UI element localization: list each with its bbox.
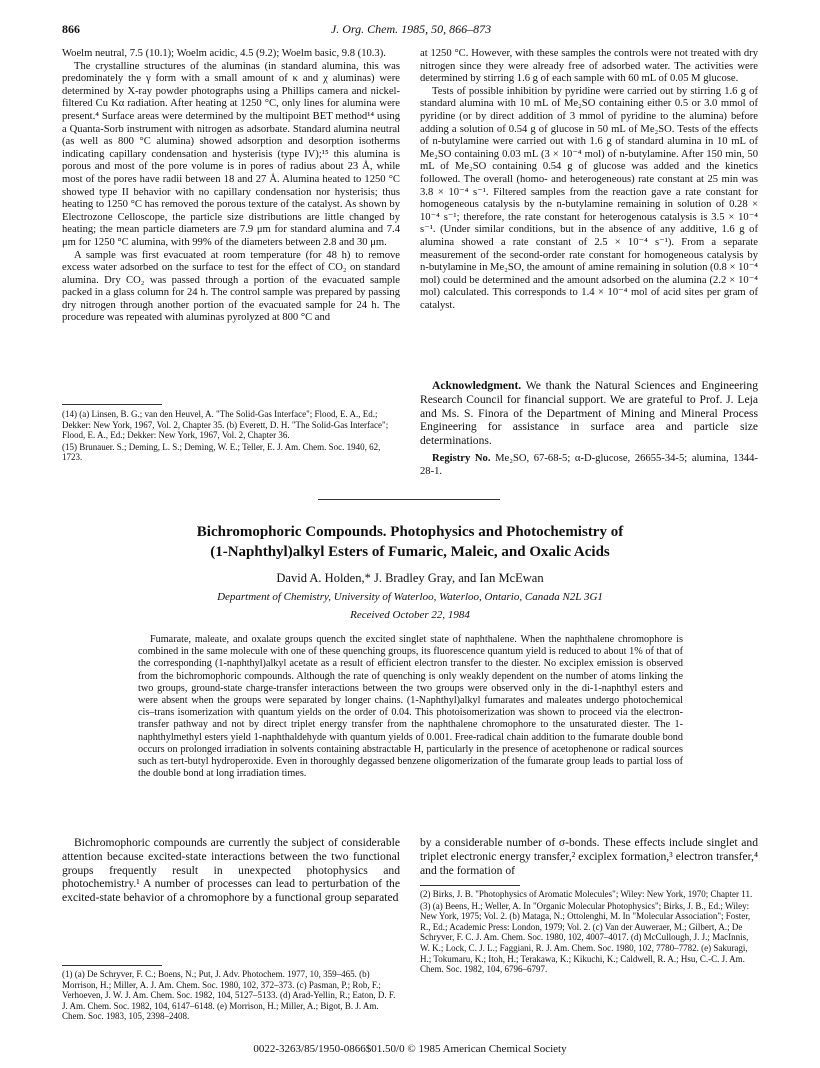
bottom-left-footnotes	[62, 969, 400, 1023]
copyright-footer: 0022-3263/85/1950-0866$01.50/0 © 1985 American Chemical Society	[253, 1043, 567, 1055]
paragraph: Tests of possible inhibition by pyridine were carried out by stirring 1.6 g of standard alumina with 10 mL of Me₂SO containing either 0.5 or 3.0 mmol of pyridine (or by direct addition of 3 mmol of pyridine to the alumina) before adding a solution of 0.54 g of glucose in 50 mL of Me₂SO. Tests of the effects of n-butylamine were carried out with 1.6 g of standard alumina in 10 mL of Me₂SO containing 0.03 mL (3 × 10⁻⁴ mol) of n-butylamine. After 150 min, 50 mL of Me₂SO containing 0.54 g of glucose was added and the kinetics followed. The overall (homo- and heterogeneous) rate constant at 25 min was 3.8 × 10⁻⁴ s⁻¹. Filtered samples from the reaction gave a rate constant for homogeneous catalysis by the n-butylamine remaining in solution of 0.28 × 10⁻⁴ s⁻¹; therefore, the rate constant for heterogenous catalysis is 3.5 × 10⁻⁴ s⁻¹. (Under similar conditions, but in the absence of any additive, 1.6 g of alumina showed a rate constant of 2.5 × 10⁻⁴ s⁻¹). From a separate measurement of the second-order rate constant for homogeneous catalysis by n-butylamine in Me₂SO, the amount of amine remaining in solution (0.8 × 10⁻⁴ mol) could be determined and the amount adsorbed on the alumina (2.2 × 10⁻⁴ mol) calculated. This corresponds to 1.4 × 10⁻⁴ mol of acid sites per gram of catalyst.	[420, 85, 758, 311]
footnote-rule	[62, 404, 162, 405]
paragraph: by a considerable number of σ-bonds. These effects include singlet and triplet electronic energy transfer,² exciplex formation,³ electron transfer,⁴ and the formation of	[420, 836, 758, 877]
footnote-rule	[420, 885, 520, 886]
footnote-rule	[62, 965, 162, 966]
article-separator	[318, 499, 500, 500]
footnote: (1) (a) De Schryver, F. C.; Boens, N.; Put, J. Adv. Photochem. 1977, 10, 359–465. (b) Morrison, H.; Miller, A. J. Am. Chem. Soc. 1980, 102, 372–373. (c) Pasman, P.; Rob, F.; Verhoeven, J. W. J. Am. Chem. Soc. 1982, 104, 5127–5133. (d) Arad-Yellin, R.; Eaton, D. F. J. Am. Chem. Soc. 1982, 104, 6147–6148. (e) Morrison, H.; Miller, A.; Bigot, B. J. Am. Chem. Soc. 1983, 105, 2398–2408.	[62, 969, 396, 1022]
abstract: Fumarate, maleate, and oxalate groups quench the excited singlet state of naphthalene. When the naphthalene chromophore is combined in the same molecule with one of these quenching groups, its fluorescence quantum yield is reduced to about 1% of that of the corresponding (1-naphthyl)alkyl acetate as a result of efficient electron transfer to the diester. No exciplex emission is observed from the bichromophoric compounds. Although the rate of quenching is only weakly dependent on the number of atoms linking the two groups, ground-state charge-transfer interactions between the two groups were observed only in the di-1-naphthyl esters and were absent when the groups were separated by longer chains. (1-Naphthyl)alkyl fumarates and maleates undergo photochemical cis–trans isomerization with quantum yields on the order of 0.04. This photoisomerization was shown to proceed via the electron-transfer pathway and not by direct triplet energy transfer from the naphthalene chromophore to the unsaturated diester. The 1-naphthylmethyl esters yield 1-naphthaldehyde with quantum yields of 0.001. Free-radical chain addition to the fumarate double bond occurs on prolonged irradiation in solvents containing abstractable H, particularly in the presence of acetophenone or radical sources such as tert-butyl hydroperoxide. Even in thoroughly degassed benzene oligomerization of the fumarate group leads to partial loss of the double bond at long irradiation times.	[138, 634, 683, 780]
top-right-column	[420, 48, 758, 312]
paragraph: Woelm neutral, 7.5 (10.1); Woelm acidic, 4.5 (9.2); Woelm basic, 9.8 (10.3).	[62, 48, 386, 59]
bottom-right-column	[420, 836, 758, 877]
paragraph: The crystalline structures of the aluminas (in standard alumina, this was predominately the γ form with a small amount of κ and χ aluminas) were determined by X-ray powder photographs using a Phillips camera and nickel-filtered Cu Kα radiation. After heating at 1250 °C, only lines for alumina were present.⁴ Surface areas were determined by the multipoint BET method¹⁴ using a Quanta-Sorb instrument with nitrogen as adsorbate. Standard alumina neutral (as well as 800 °C alumina) showed adsorption and desorption isotherms indicating capillary condensation and hysterisis (type IV);¹⁵ this alumina is porous and most of the pore volume is in pores of radius about 23 Å, while most of the pores have radii between 18 and 27 Å. Alumina heated to 1250 °C showed type II behavior with no capillary condensation nor hysterisis; thus heating to 1250 °C has removed the porous texture of the catalyst. As shown by Electrozone Celloscope, the particle size distributions are little changed by heating; the mean particle diameters are 7.9 μm for standard alumina and 7.4 μm for 1250 °C alumina, with 99% of the diameters between 2.8 and 30 μm.	[62, 60, 400, 248]
top-left-column	[62, 48, 400, 325]
acknowledgment-text: We thank the Natural Sciences and Engineering Research Council for financial support. We are grateful to Prof. J. Leja and Ms. S. Finora of the Department of Mining and Mineral Process Engineering for assistance in surface area and particle size determinations.	[420, 379, 758, 448]
running-header	[62, 22, 760, 38]
paragraph: at 1250 °C. However, with these samples the controls were not treated with dry nitrogen since they were already free of adsorbed water. The activities were determined by stirring 1.6 g of each sample with 60 mL of 0.05 M glucose.	[420, 48, 758, 85]
page-number: 866	[62, 22, 80, 36]
received-date: Received October 22, 1984	[350, 609, 470, 621]
journal-citation: J. Org. Chem. 1985, 50, 866–873	[330, 22, 492, 36]
footnote: (2) Birks, J. B. "Photophysics of Aromatic Molecules"; Wiley: New York, 1970; Chapter 11.	[420, 889, 753, 899]
footnote: (3) (a) Beens, H.; Weller, A. In "Organic Molecular Photophysics"; Birks, J. B., Ed.; Wiley: New York, 1975; Vol. 2. (b) Mataga, N.; Ottolenghi, M. In "Molecular Association"; Foster, R., Ed.; Academic Press: London, 1979; Vol. 2. (c) Van der Auweraer, M.; Gilbert, A.; De Schryver, F. C. J. Am. Chem. Soc. 1980, 102, 4007–4017. (d) McCullough, J. J.; MacInnis, W. K.; Lock, C. J. L.; Faggiani, R. J. Am. Chem. Soc. 1980, 102, 7780–7782. (e) Sakuragi, H.; Tokumaru, K.; Itoh, H.; Terakawa, K.; Kikuchi, K.; Caldwell, R. A.; Hsu, C.-C. J. Am. Chem. Soc. 1982, 104, 6796–6797.	[420, 900, 751, 975]
top-left-footnotes	[62, 409, 400, 464]
registry-heading: Registry No.	[432, 453, 491, 464]
affiliation: Department of Chemistry, University of Waterloo, Waterloo, Ontario, Canada N2L 3G1	[217, 591, 603, 603]
bottom-right-footnotes	[420, 889, 758, 976]
title-line: (1-Naphthyl)alkyl Esters of Fumaric, Maleic, and Oxalic Acids	[210, 544, 610, 560]
article-title	[60, 522, 760, 562]
acknowledgment	[420, 379, 758, 448]
bottom-left-column	[62, 836, 400, 905]
footnote: (14) (a) Linsen, B. G.; van den Heuvel, A. "The Solid-Gas Interface"; Flood, E. A., Ed.; Dekker: New York, 1967, Vol. 2, Chapter 35. (b) Everett, D. H. "The Solid-Gas Interface"; Flood, E. A., Ed.; Dekker: New York, 1967, Vol. 2, Chapter 36.	[62, 409, 389, 441]
acknowledgment-heading: Acknowledgment.	[432, 379, 522, 392]
paragraph: Bichromophoric compounds are currently the subject of considerable attention because excited-state interactions between the two functional groups frequently result in unexpected photophysics and photochemistry.¹ A number of processes can lead to perturbation of the excited-state behavior of a chromophore by a functional group separated	[62, 836, 400, 905]
title-line: Bichromophoric Compounds. Photophysics and Photochemistry of	[196, 524, 624, 540]
authors: David A. Holden,* J. Bradley Gray, and Ian McEwan	[276, 571, 544, 585]
footnote: (15) Brunauer. S.; Deming, L. S.; Deming, W. E.; Teller, E. J. Am. Chem. Soc. 1940, 62, 1723.	[62, 441, 381, 463]
registry-numbers	[420, 453, 758, 479]
registry-text: Me₂SO, 67-68-5; α-D-glucose, 26655-34-5; alumina, 1344-28-1.	[420, 453, 758, 477]
paragraph: A sample was first evacuated at room temperature (for 48 h) to remove excess water adsorbed on the surface to test for the effect of CO₂ on standard alumina. Dry CO₂ was passed through a portion of the evacuated sample packed in a glass column for 24 h. The control sample was prepared by passing dry nitrogen through another portion of the evacuated sample for 24 h. The procedure was repeated with aluminas pyrolyzed at 800 °C and	[62, 249, 400, 324]
